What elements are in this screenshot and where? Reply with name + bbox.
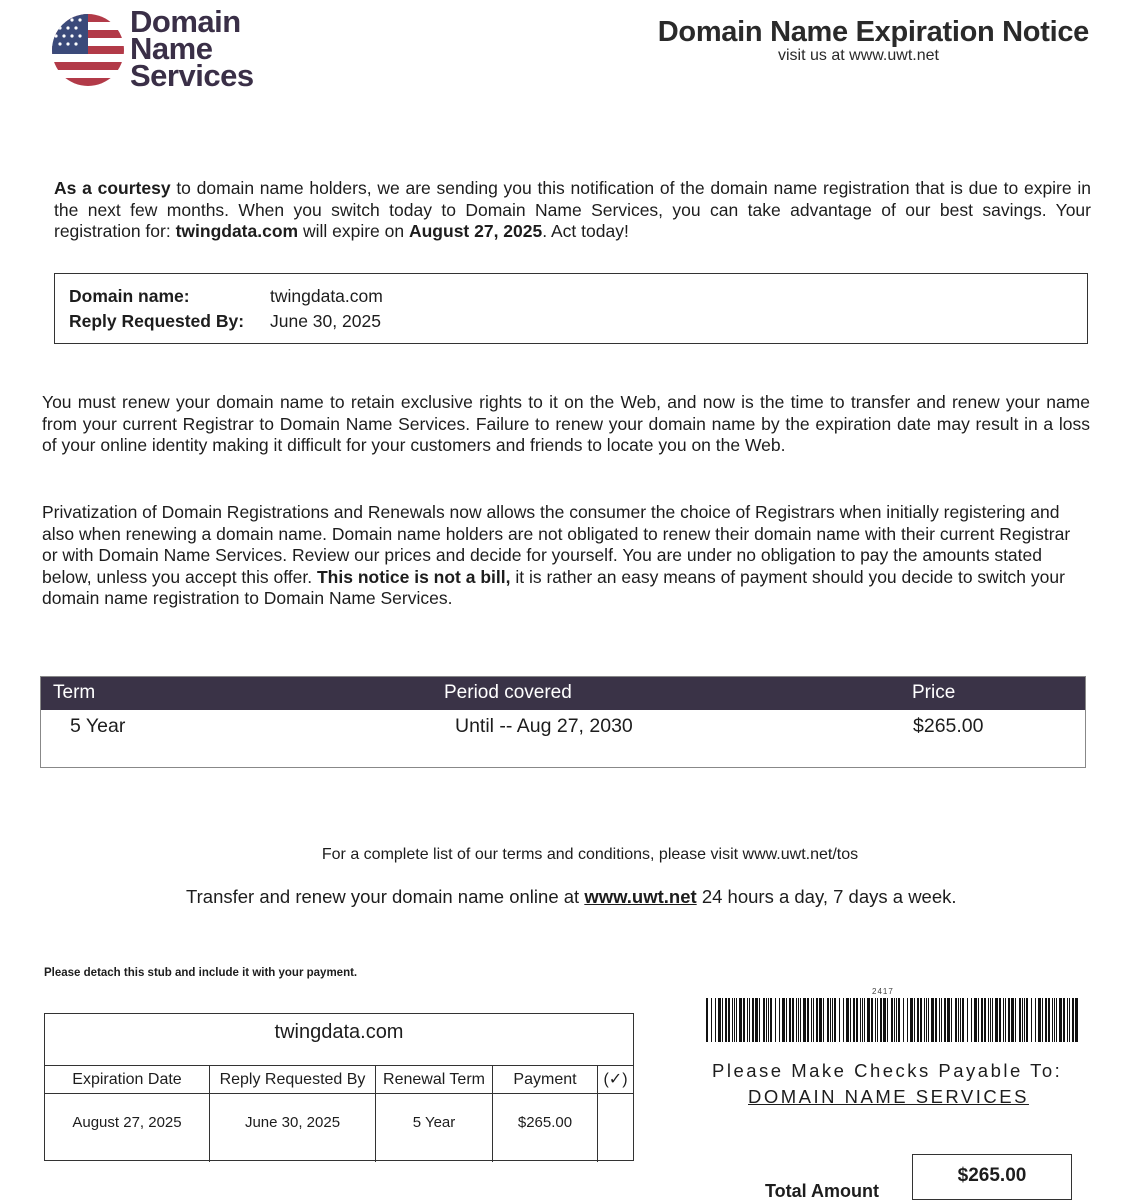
table-row: [41, 710, 1085, 740]
barcode-bar: [830, 998, 831, 1042]
header-period: Period covered: [444, 682, 572, 703]
barcode-bar: [819, 998, 822, 1042]
barcode-bar: [920, 998, 922, 1042]
barcode-bar: [1038, 998, 1041, 1042]
barcode-bar: [962, 998, 964, 1042]
barcode-bar: [743, 998, 745, 1042]
barcode-bar: [860, 998, 861, 1042]
barcode-bar: [910, 998, 913, 1042]
barcode-bar: [1075, 998, 1078, 1042]
barcode-bar: [782, 998, 785, 1042]
logo-text: [130, 4, 254, 93]
barcode-bar: [864, 998, 865, 1042]
barcode-bar: [792, 998, 794, 1042]
intro-paragraph: [54, 178, 1091, 243]
barcode-bar: [1019, 998, 1021, 1042]
barcode-bar: [995, 998, 998, 1042]
stub-payment-value: $265.00: [492, 1094, 597, 1162]
intro-date: August 27, 2025: [408, 221, 543, 241]
barcode-bar: [896, 998, 897, 1042]
barcode-bar: [1011, 998, 1014, 1042]
barcode-bar: [990, 998, 991, 1042]
payee-name: DOMAIN NAME SERVICES: [748, 1086, 1029, 1107]
barcode-bar: [862, 998, 863, 1042]
header-price: Price: [912, 682, 956, 703]
stub-term-value: 5 Year: [375, 1094, 492, 1162]
barcode-bar: [999, 998, 1001, 1042]
barcode-bar: [992, 998, 993, 1042]
barcode-bar: [766, 998, 767, 1042]
logo-line-1: Domain: [130, 4, 241, 39]
barcode-bar: [880, 998, 882, 1042]
barcode-bar: [813, 998, 814, 1042]
stub-header-reply: Reply Requested By: [209, 1066, 375, 1094]
barcode-bar: [1024, 998, 1025, 1042]
barcode-bar: [832, 998, 833, 1042]
barcode-bar: [947, 998, 950, 1042]
barcode-bar: [827, 998, 829, 1042]
intro-text-2: will expire on: [298, 221, 409, 241]
barcode-bar: [867, 998, 870, 1042]
barcode-bar: [903, 998, 904, 1042]
barcode-bar: [944, 998, 946, 1042]
barcode-bar: [974, 998, 977, 1042]
row-term: 5 Year: [70, 715, 126, 737]
barcode-bar: [1052, 998, 1053, 1042]
barcode-bar: [917, 998, 919, 1042]
barcode-bar: [725, 998, 727, 1042]
stub-expiration-value: August 27, 2025: [72, 1114, 182, 1131]
row-period: Until -- Aug 27, 2030: [455, 715, 633, 737]
barcode-bar: [823, 998, 824, 1042]
barcode-bar: [786, 998, 787, 1042]
barcode-bar: [807, 998, 809, 1042]
reply-requested-value: June 30, 2025: [270, 311, 381, 331]
stub-check-box[interactable]: [597, 1094, 633, 1162]
barcode-bar: [775, 998, 776, 1042]
barcode-bar: [978, 998, 979, 1042]
barcode-bar: [749, 998, 750, 1042]
barcode-bar: [811, 998, 812, 1042]
barcode-bar: [924, 998, 925, 1042]
barcode-bar: [984, 998, 986, 1042]
barcode-bar: [1005, 998, 1006, 1042]
barcode-bar: [1045, 998, 1047, 1042]
not-a-bill-text: This notice is not a bill,: [316, 566, 511, 587]
online-text-2: 24 hours a day, 7 days a week.: [696, 886, 957, 907]
intro-domain: twingdata.com: [175, 221, 299, 241]
barcode-bar: [768, 998, 769, 1042]
barcode-bar: [759, 998, 760, 1042]
stub-header-check: (✓): [597, 1066, 633, 1094]
barcode-bar: [1069, 998, 1070, 1042]
logo-line-2: Name: [130, 31, 213, 66]
barcode-bar: [931, 998, 934, 1042]
intro-lead: As a courtesy: [54, 178, 171, 198]
barcode-bar: [875, 998, 876, 1042]
website-link[interactable]: www.uwt.net: [584, 886, 697, 907]
total-amount-box: $265.00: [912, 1154, 1072, 1200]
barcode-bar: [907, 998, 908, 1042]
barcode-bar: [1048, 998, 1050, 1042]
barcode-bar: [755, 998, 758, 1042]
barcode-bar: [926, 998, 927, 1042]
barcode-bar: [853, 998, 855, 1042]
online-text-1: Transfer and renew your domain name online at: [186, 886, 585, 907]
barcode-bar: [706, 998, 708, 1042]
barcode-bar: [1042, 998, 1043, 1042]
barcode-bar: [834, 998, 836, 1042]
barcode-bar: [803, 998, 806, 1042]
barcode-bar: [752, 998, 754, 1042]
privatization-text-1: Privatization of Domain Registrations and Renewals now allows the consumer the choice of Registrars when initially registering and also when renewing a domain name. Domain name holders are not obligated to renew their domain name with their current Registrar or with Domain Name Services. Review our prices and decide for yourself. You are under no obligation to pay the amounts stated below, unless you accept this offer.: [42, 502, 1071, 587]
stub-header-expiration: Expiration Date: [45, 1066, 209, 1094]
barcode-bar: [798, 998, 799, 1042]
barcode-icon: [706, 998, 1080, 1042]
barcode-number: 2417: [872, 987, 894, 996]
barcode-bar: [739, 998, 742, 1042]
barcode-bar: [763, 998, 765, 1042]
barcode-bar: [988, 998, 989, 1042]
barcode-bar: [883, 998, 886, 1042]
stub-header-term: Renewal Term: [375, 1066, 492, 1094]
barcode-bar: [981, 998, 983, 1042]
domain-name-value: twingdata.com: [270, 286, 383, 306]
price-table: [40, 676, 1086, 768]
stub-header-payment: Payment: [492, 1066, 597, 1094]
barcode-bar: [951, 998, 952, 1042]
privatization-paragraph: [42, 502, 1090, 610]
barcode-bar: [1003, 998, 1004, 1042]
barcode-bar: [935, 998, 937, 1042]
barcode-bar: [770, 998, 772, 1042]
barcode-bar: [734, 998, 735, 1042]
barcode-bar: [732, 998, 733, 1042]
price-table-header: [41, 677, 1085, 710]
barcode-bar: [816, 998, 818, 1042]
barcode-bar: [958, 998, 959, 1042]
barcode-bar: [955, 998, 957, 1042]
visit-text: visit us at www.uwt.net: [778, 47, 939, 64]
barcode-bar: [1072, 998, 1074, 1042]
barcode-bar: [1056, 998, 1057, 1042]
barcode-bar: [891, 998, 893, 1042]
barcode-bar: [800, 998, 801, 1042]
barcode-bar: [1067, 998, 1068, 1042]
barcode-bar: [718, 998, 721, 1042]
barcode-bar: [1054, 998, 1055, 1042]
barcode-bar: [728, 998, 730, 1042]
barcode-bar: [789, 998, 791, 1042]
terms-text: For a complete list of our terms and conditions, please visit www.uwt.net/tos: [321, 846, 859, 863]
barcode-bar: [1022, 998, 1023, 1042]
barcode-bar: [1035, 998, 1036, 1042]
barcode-bar: [1008, 998, 1010, 1042]
reply-requested-label: Reply Requested By:: [69, 311, 245, 331]
barcode-bar: [722, 998, 723, 1042]
renew-paragraph: You must renew your domain name to retain exclusive rights to it on the Web, and now is the time to transfer and renew your name from your current Registrar to Domain Name Services. Failure to renew your domain name by the expiration date may result in a loss of your online identity making it difficult for your customers and friends to locate you on the Web.: [42, 392, 1090, 455]
barcode-bar: [715, 998, 716, 1042]
header-term: Term: [53, 682, 96, 703]
stub-reply-value: June 30, 2025: [209, 1094, 375, 1162]
barcode-bar: [839, 998, 840, 1042]
barcode-bar: [1015, 998, 1016, 1042]
barcode-bar: [967, 998, 968, 1042]
barcode-bar: [736, 998, 737, 1042]
barcode-bar: [941, 998, 942, 1042]
barcode-bar: [1063, 998, 1065, 1042]
barcode-bar: [850, 998, 851, 1042]
total-amount-label: Total Amount: [765, 1181, 879, 1201]
barcode-bar: [711, 998, 712, 1042]
barcode-bar: [1031, 998, 1032, 1042]
barcode-bar: [856, 998, 858, 1042]
detach-instruction: Please detach this stub and include it with your payment.: [44, 967, 358, 979]
page-title: Domain Name Expiration Notice: [657, 16, 1089, 48]
barcode-bar: [796, 998, 797, 1042]
barcode-bar: [894, 998, 895, 1042]
domain-info-box: [54, 273, 1088, 344]
barcode-bar: [846, 998, 849, 1042]
barcode-bar: [914, 998, 915, 1042]
barcode-bar: [939, 998, 940, 1042]
logo-line-3: Services: [130, 58, 254, 93]
checks-payable-text: Please Make Checks Payable To:: [712, 1060, 1063, 1081]
payment-stub: [44, 1013, 634, 1161]
privatization-text-2: it is rather an easy means of payment should you decide to switch your domain name registration to Domain Name Services.: [42, 566, 1065, 608]
intro-text-1: to domain name holders, we are sending you this notification of the domain name registration that is due to expire in the next few months. When you switch today to Domain Name Services, you can take advantage of our best savings. Your registration for:: [54, 178, 1091, 241]
barcode-bar: [928, 998, 929, 1042]
intro-text-3: . Act today!: [542, 221, 629, 241]
barcode-bar: [779, 998, 780, 1042]
barcode-bar: [960, 998, 961, 1042]
barcode-bar: [898, 998, 900, 1042]
online-renew-text: [186, 886, 957, 908]
barcode-bar: [877, 998, 878, 1042]
barcode-bar: [1059, 998, 1062, 1042]
barcode-bar: [1026, 998, 1028, 1042]
barcode-bar: [843, 998, 844, 1042]
barcode-bar: [747, 998, 748, 1042]
domain-name-label: Domain name:: [69, 286, 190, 306]
row-price: $265.00: [913, 715, 984, 737]
barcode-bar: [871, 998, 873, 1042]
stub-domain: twingdata.com: [45, 1014, 633, 1066]
barcode-bar: [971, 998, 972, 1042]
logo-flag-icon: [48, 10, 128, 90]
barcode-bar: [887, 998, 888, 1042]
